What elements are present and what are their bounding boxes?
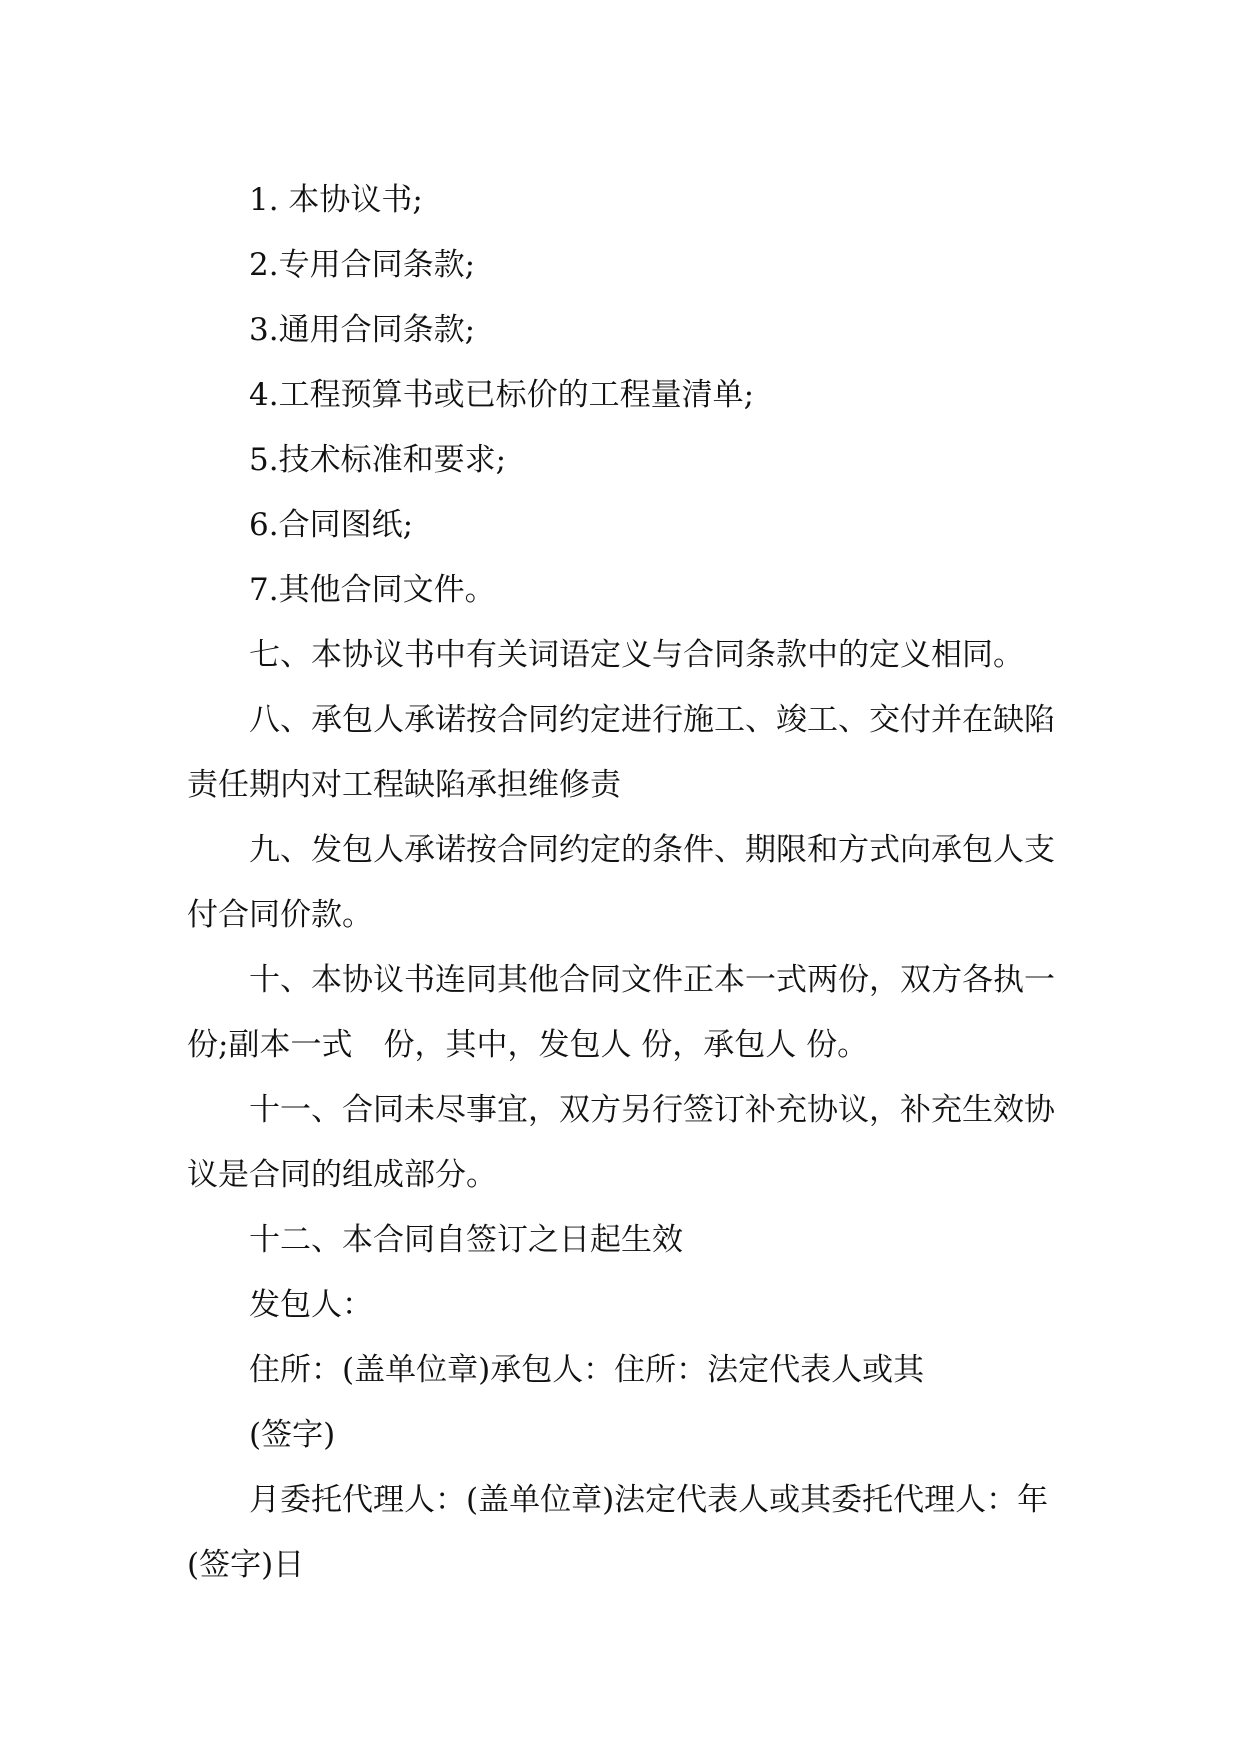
clause-twelve: 十二、本合同自签订之日起生效	[249, 1222, 683, 1258]
list-item-general-terms: 3.通用合同条款;	[249, 312, 476, 348]
clause-seven: 七、本协议书中有关词语定义与合同条款中的定义相同。	[249, 637, 1024, 673]
list-item-standards: 5.技术标准和要求;	[249, 442, 507, 478]
list-item-agreement: 1. 本协议书;	[249, 182, 423, 218]
list-item-special-terms: 2.专用合同条款;	[249, 247, 476, 283]
signature-sign-line: (签字)	[249, 1417, 336, 1453]
list-item-other-documents: 7.其他合同文件。	[249, 572, 496, 608]
clause-ten: 十、本协议书连同其他合同文件正本一式两份，双方各执一份;副本一式 份，其中，发包人 份，承包人 份。	[187, 962, 1055, 1063]
document-body	[187, 168, 1057, 1598]
clause-eight: 八、承包人承诺按合同约定进行施工、竣工、交付并在缺陷责任期内对工程缺陷承担维修责	[187, 702, 1055, 803]
list-item-drawings: 6.合同图纸;	[249, 507, 414, 543]
clause-eleven: 十一、合同未尽事宜，双方另行签订补充协议，补充生效协议是合同的组成部分。	[187, 1092, 1055, 1193]
list-item-budget: 4.工程预算书或已标价的工程量清单;	[249, 377, 755, 413]
signature-agent-date-line: 月委托代理人：(盖单位章)法定代表人或其委托代理人：年(签字)日	[187, 1482, 1049, 1583]
employer-label: 发包人：	[249, 1287, 373, 1323]
signature-address-line: 住所：(盖单位章)承包人：住所：法定代表人或其	[249, 1352, 925, 1388]
clause-nine: 九、发包人承诺按合同约定的条件、期限和方式向承包人支付合同价款。	[187, 832, 1055, 933]
